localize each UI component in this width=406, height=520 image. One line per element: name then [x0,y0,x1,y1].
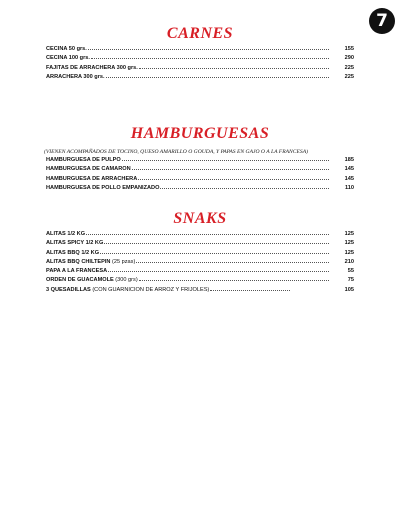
item-detail: (25 pzas) [110,258,136,265]
item-name: CECINA 50 grs. [46,46,87,52]
menu-item [46,240,354,249]
dot-leader [91,58,329,59]
item-detail: (300 grs) [113,277,138,284]
item-name: PAPA A LA FRANCESA [46,268,108,275]
menu-item [46,46,354,55]
page-number-badge: 7 [369,8,395,34]
item-price: 290 [344,55,354,62]
menu-item [46,231,354,240]
item-price: 185 [344,157,354,163]
dot-leader [138,179,329,180]
item-name: FAJITAS DE ARRACHERA 300 grs. [46,64,138,71]
menu-item [46,277,354,286]
item-name-text: 3 QUESADILLAS [46,286,91,293]
section-note: (VIENEN ACOMPAÑADOS DE TOCINO, QUESO AMARILLO O GOUDA, Y PAPAS EN GAJO O A LA FRANCESA) [44,149,308,155]
menu-item [46,287,354,296]
dot-leader [108,271,329,272]
menu-item [46,259,354,268]
menu-item [46,157,354,166]
item-price: 210 [344,258,354,265]
section-title: HAMBURGUESAS [130,125,270,142]
item-name-text: ORDEN DE GUACAMOLE [46,277,114,284]
dot-leader [160,188,329,189]
item-name-text: ALITAS BBQ CHILTEPIN [46,258,111,265]
item-price: 225 [344,73,354,80]
item-price: 110 [344,184,354,191]
item-name: HAMBURGUESA DE POLLO EMPANIZADO [46,184,160,191]
item-price: 55 [347,268,354,275]
item-name [46,277,138,283]
item-name: ALITAS SPICY 1/2 KG [46,240,104,247]
menu-item [46,250,354,259]
menu-item [46,268,354,277]
item-name [46,287,209,293]
item-price: 125 [344,240,354,247]
section-title: SNAKS [173,210,227,227]
item-price: 125 [344,249,354,256]
section-snaks [46,210,354,296]
menu-item [46,176,354,185]
item-price: 125 [344,231,354,237]
item-name: HAMBURGUESA DE ARRACHERA [46,175,138,182]
dot-leader [136,262,329,263]
menu-item [46,74,354,83]
item-price: 105 [344,286,354,293]
item-name: ALITAS BBQ 1/2 KG [46,249,100,256]
item-detail: (CON GUARNICION DE ARROZ Y FRIJOLES) [90,286,210,293]
item-price: 145 [344,175,354,182]
dot-leader [100,253,329,254]
item-price: 145 [344,166,354,173]
item-name: ARRACHERA 300 grs. [46,73,105,80]
menu-item [46,65,354,74]
menu-item [46,166,354,175]
dot-leader [139,280,329,281]
section-title: CARNES [166,25,234,42]
item-name: ALITAS 1/2 KG [46,231,86,237]
item-name: CECINA 100 grs. [46,55,90,62]
item-name [46,259,135,265]
item-price: 155 [344,46,354,52]
item-name: HAMBURGUESA DE CAMARON [46,166,131,173]
dot-leader [106,77,329,78]
section-hamburguesas [46,125,354,194]
item-price: 225 [344,64,354,71]
dot-leader [139,68,329,69]
dot-leader [210,290,290,291]
dot-leader [88,49,329,50]
section-carnes [46,25,354,83]
item-price: 75 [347,277,354,284]
dot-leader [86,234,329,235]
dot-leader [122,160,329,161]
dot-leader [132,169,329,170]
menu-item [46,185,354,194]
menu-item [46,55,354,64]
dot-leader [104,243,329,244]
item-name: HAMBURGUESA DE PULPO [46,157,121,163]
